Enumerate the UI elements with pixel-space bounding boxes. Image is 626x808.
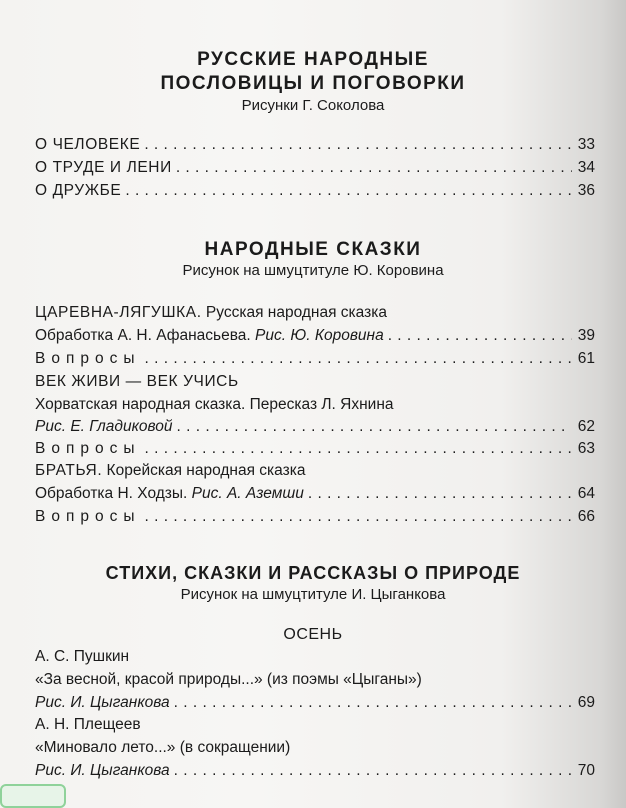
leader-dots (177, 416, 572, 438)
questions-label: Вопросы (35, 508, 141, 525)
toc-page-number: 69 (577, 694, 595, 711)
toc-page-number: 61 (577, 350, 595, 367)
tale-heading (35, 302, 595, 324)
toc-entry[interactable] (35, 416, 595, 438)
season-heading: ОСЕНЬ (283, 626, 343, 643)
section-title-tales: НАРОДНЫЕ СКАЗКИ (204, 239, 422, 260)
section-title-proverbs-line1: РУССКИЕ НАРОДНЫЕ (197, 49, 429, 70)
leader-dots (125, 180, 571, 202)
leader-dots (144, 438, 571, 460)
section-subtitle-tales: Рисунок на шмуцтитуле Ю. Коровина (182, 262, 444, 279)
leader-dots (144, 348, 571, 370)
toc-page-number: 33 (577, 136, 595, 153)
tale-title: ЦАРЕВНА-ЛЯГУШКА. (35, 304, 202, 321)
toc-page-number: 62 (577, 418, 595, 435)
toc-entry-title: О ТРУДЕ И ЛЕНИ (35, 159, 172, 176)
illustrator-credit: Рис. Е. Гладиковой (35, 418, 173, 435)
tale-title: ВЕК ЖИВИ — ВЕК УЧИСЬ (35, 373, 239, 390)
toc-entry[interactable] (35, 157, 595, 179)
leader-dots (176, 157, 572, 179)
section-subtitle-nature: Рисунок на шмуцтитуле И. Цыганкова (180, 586, 446, 603)
illustrator-credit: Рис. Ю. Коровина (255, 327, 384, 344)
poem-author: А. Н. Плещеев (35, 716, 141, 733)
tale-title: БРАТЬЯ. (35, 462, 103, 479)
leader-dots (144, 134, 571, 156)
toc-entry[interactable] (35, 348, 595, 370)
toc-entry-title (35, 483, 304, 505)
toc-page-number: 34 (577, 159, 595, 176)
section-title-proverbs-line2: ПОСЛОВИЦЫ И ПОГОВОРКИ (160, 73, 466, 94)
toc-entry[interactable] (35, 438, 595, 460)
poem-author: А. С. Пушкин (35, 648, 130, 665)
adaptation-credit: Обработка А. Н. Афанасьева. (35, 327, 256, 344)
questions-label: Вопросы (35, 350, 141, 367)
section-subtitle-proverbs: Рисунки Г. Соколова (241, 97, 385, 114)
leader-dots (388, 325, 572, 347)
green-sticker (0, 784, 66, 808)
toc-entry[interactable] (35, 180, 595, 202)
toc-page-number: 66 (577, 508, 595, 525)
leader-dots (174, 692, 572, 714)
leader-dots (144, 506, 571, 528)
questions-label: Вопросы (35, 440, 141, 457)
adaptation-credit: Обработка Н. Ходзы. (35, 485, 192, 502)
toc-entry[interactable] (35, 325, 595, 347)
tale-genre: Хорватская народная сказка. Пересказ Л. Яхнина (35, 396, 394, 413)
poem-title: «За весной, красой природы...» (из поэмы «Цыганы») (35, 671, 422, 688)
tale-genre: Русская народная сказка (201, 304, 387, 321)
toc-entry[interactable] (35, 692, 595, 714)
illustrator-credit: Рис. И. Цыганкова (35, 694, 170, 711)
toc-page-number: 64 (577, 485, 595, 502)
toc-page-number: 70 (577, 762, 595, 779)
toc-entry-title: О ЧЕЛОВЕКЕ (35, 136, 141, 153)
toc-entry[interactable] (35, 483, 595, 505)
tale-genre: Корейская народная сказка (102, 462, 306, 479)
toc-page-number: 36 (577, 182, 595, 199)
toc-page-number: 63 (577, 440, 595, 457)
leader-dots (308, 483, 572, 505)
toc-entry[interactable] (35, 760, 595, 782)
leader-dots (174, 760, 572, 782)
toc-page-number: 39 (577, 327, 595, 344)
toc-entry[interactable] (35, 506, 595, 528)
illustrator-credit: Рис. А. Аземши (191, 485, 304, 502)
toc-entry[interactable] (35, 134, 595, 156)
illustrator-credit: Рис. И. Цыганкова (35, 762, 170, 779)
poem-title: «Миновало лето...» (в сокращении) (35, 739, 291, 756)
toc-entry-title: О ДРУЖБЕ (35, 182, 122, 199)
section-title-nature: СТИХИ, СКАЗКИ И РАССКАЗЫ О ПРИРОДЕ (105, 563, 521, 583)
toc-entry-title (35, 325, 384, 347)
tale-heading (35, 460, 595, 482)
